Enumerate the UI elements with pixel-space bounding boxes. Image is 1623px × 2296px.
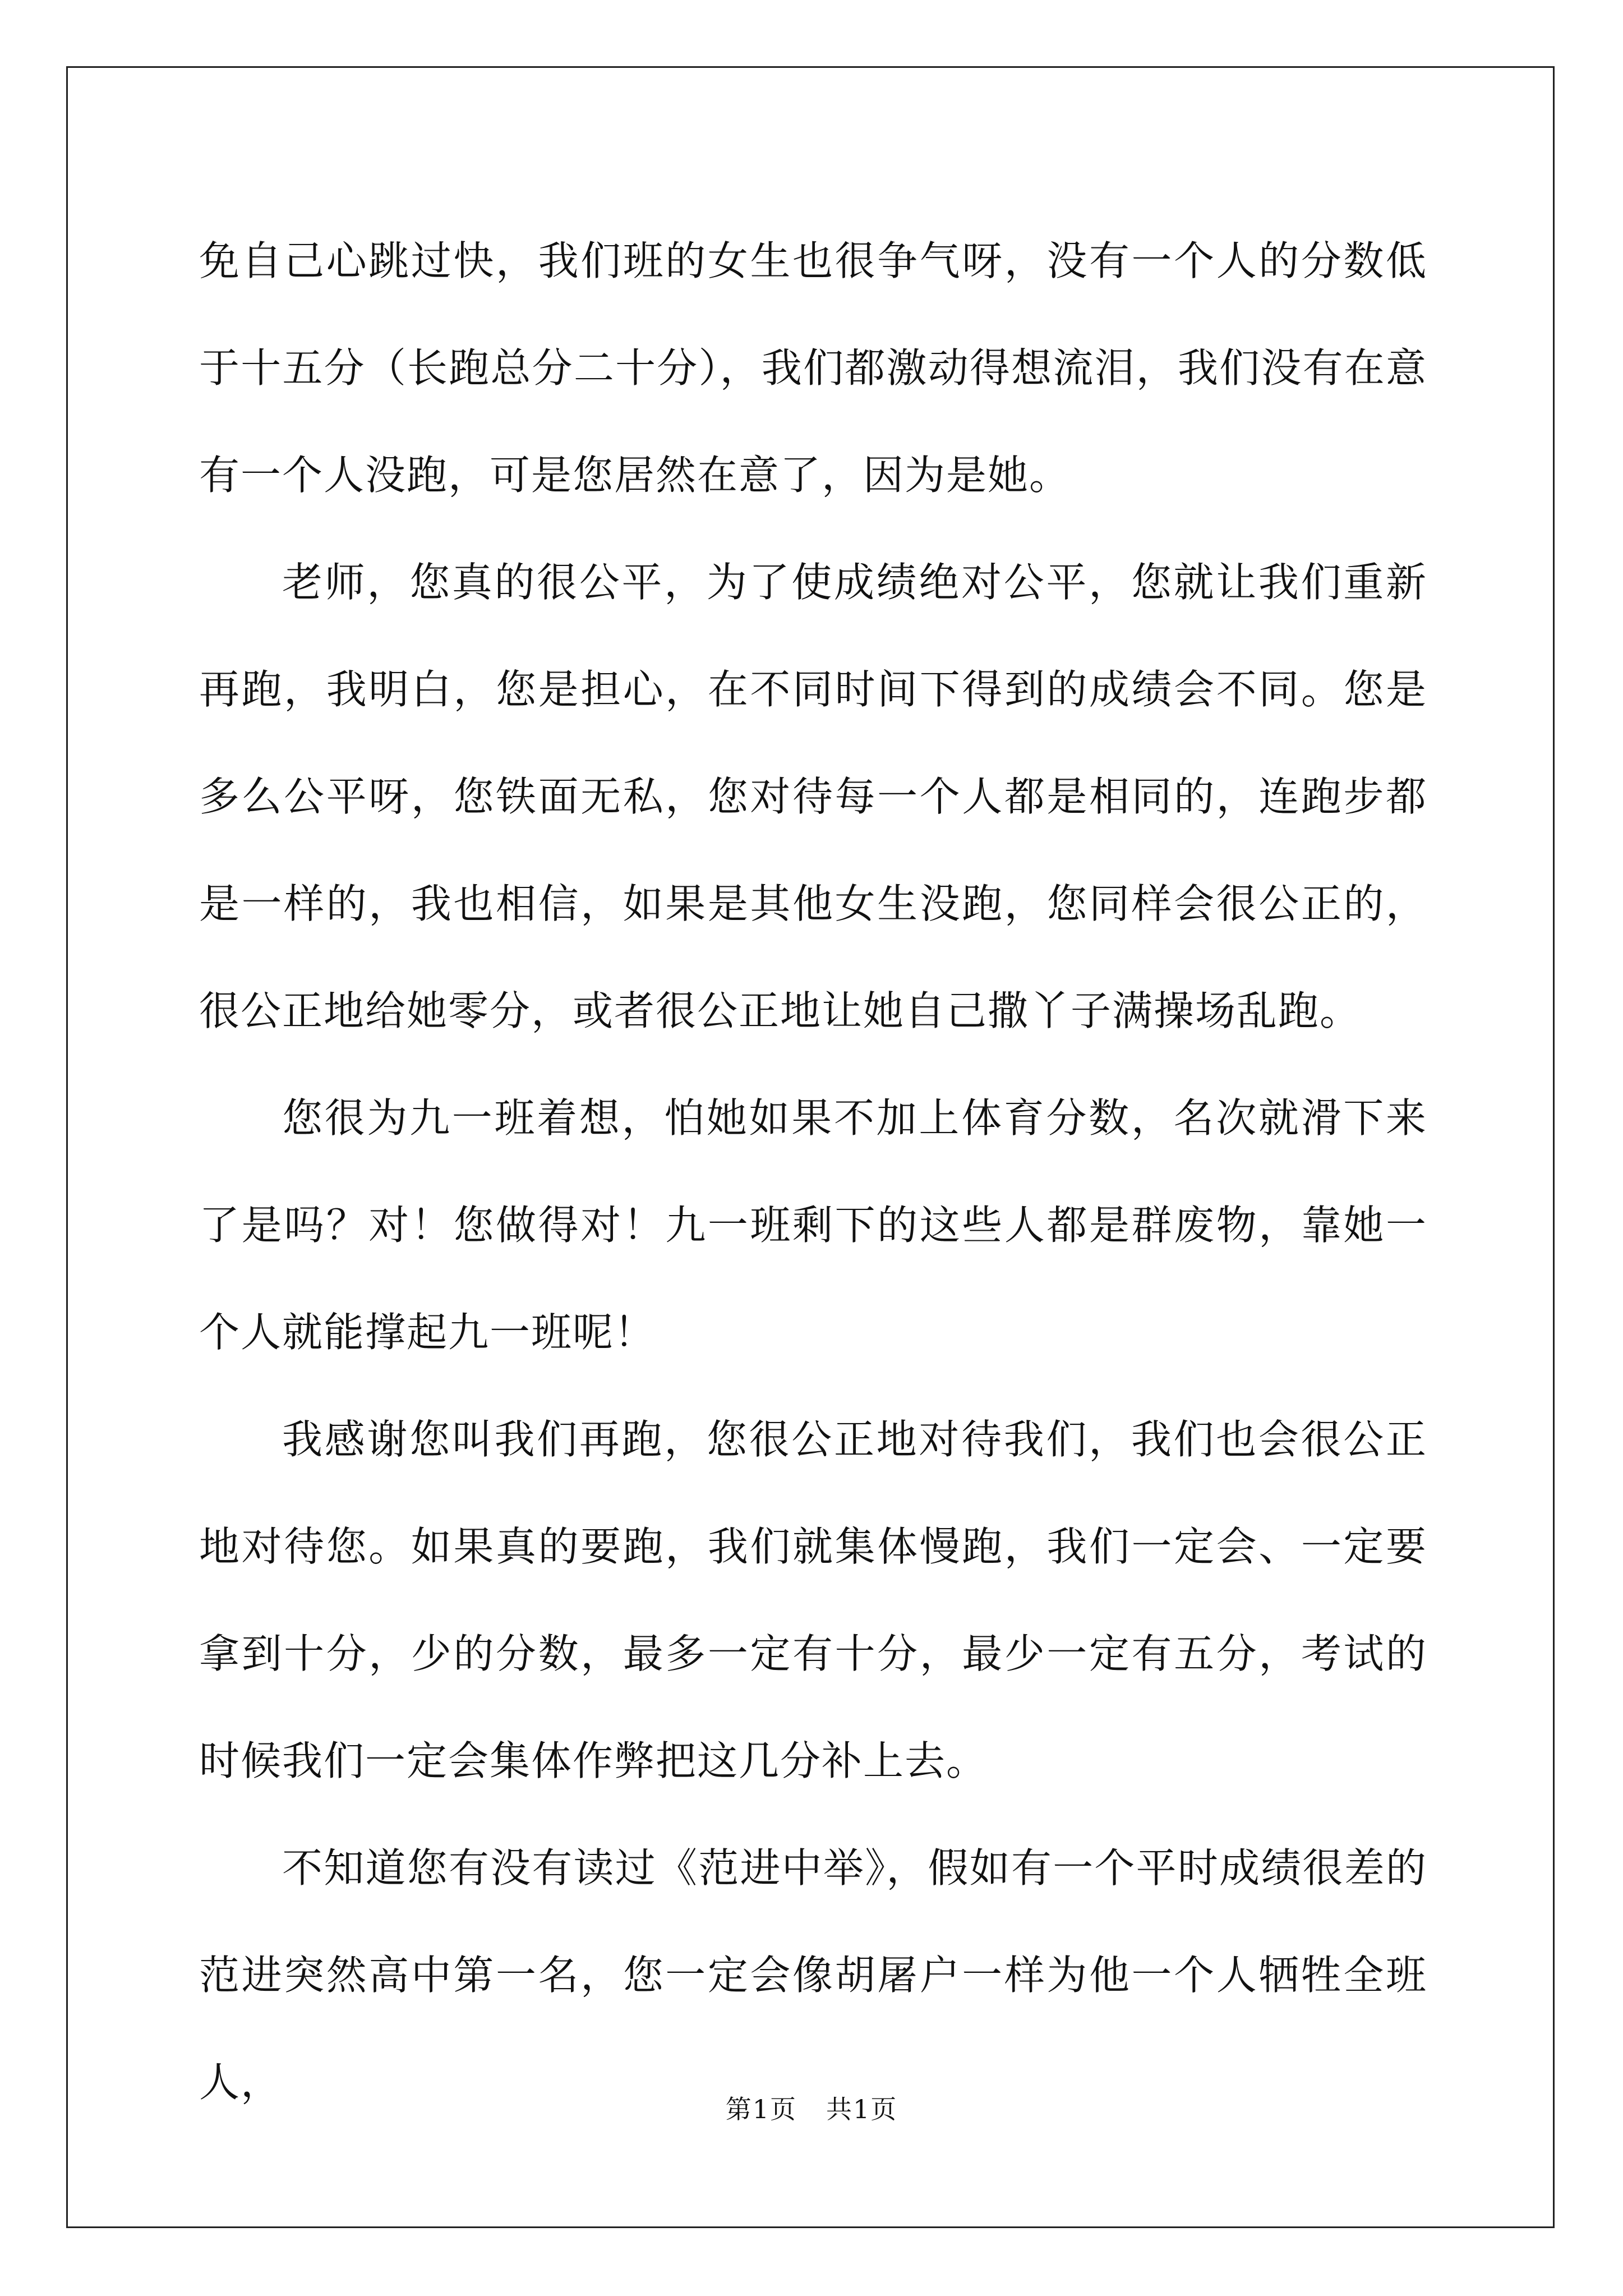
paragraph-5: 不知道您有没有读过《范进中举》，假如有一个平时成绩很差的范进突然高中第一名，您一定会像胡屠户一样为他一个人牺牲全班人， [199,1844,1427,2106]
paragraph-2: 老师，您真的很公平，为了使成绩绝对公平，您就让我们重新再跑，我明白，您是担心，在不同时间下得到的成绩会不同。您是多么公平呀，您铁面无私，您对待每一个人都是相同的，连跑步都是一样的，我也相信，如果是其他女生没跑，您同样会很公正的，很公正地给她零分，或者很公正地让她自己撒丫子满操场乱跑。 [199,559,1427,1034]
page-total: 共1页 [826,2094,898,2124]
page-number: 第1页 [725,2094,797,2124]
paragraph-1: 免自己心跳过快，我们班的女生也很争气呀，没有一个人的分数低于十五分（长跑总分二十分），我们都激动得想流泪，我们没有在意有一个人没跑，可是您居然在意了，因为是她。 [199,237,1427,499]
paragraph-3: 您很为九一班着想，怕她如果不加上体育分数，名次就滑下来了是吗？对！您做得对！九一班剩下的这些人都是群废物，靠她一个人就能撑起九一班呢！ [199,1094,1427,1356]
page-footer [0,2092,1623,2126]
paragraph-4: 我感谢您叫我们再跑，您很公正地对待我们，我们也会很公正地对待您。如果真的要跑，我们就集体慢跑，我们一定会、一定要拿到十分，少的分数，最多一定有十分，最少一定有五分，考试的时候我们一定会集体作弊把这几分补上去。 [199,1416,1427,1784]
document-body [199,208,1427,2136]
